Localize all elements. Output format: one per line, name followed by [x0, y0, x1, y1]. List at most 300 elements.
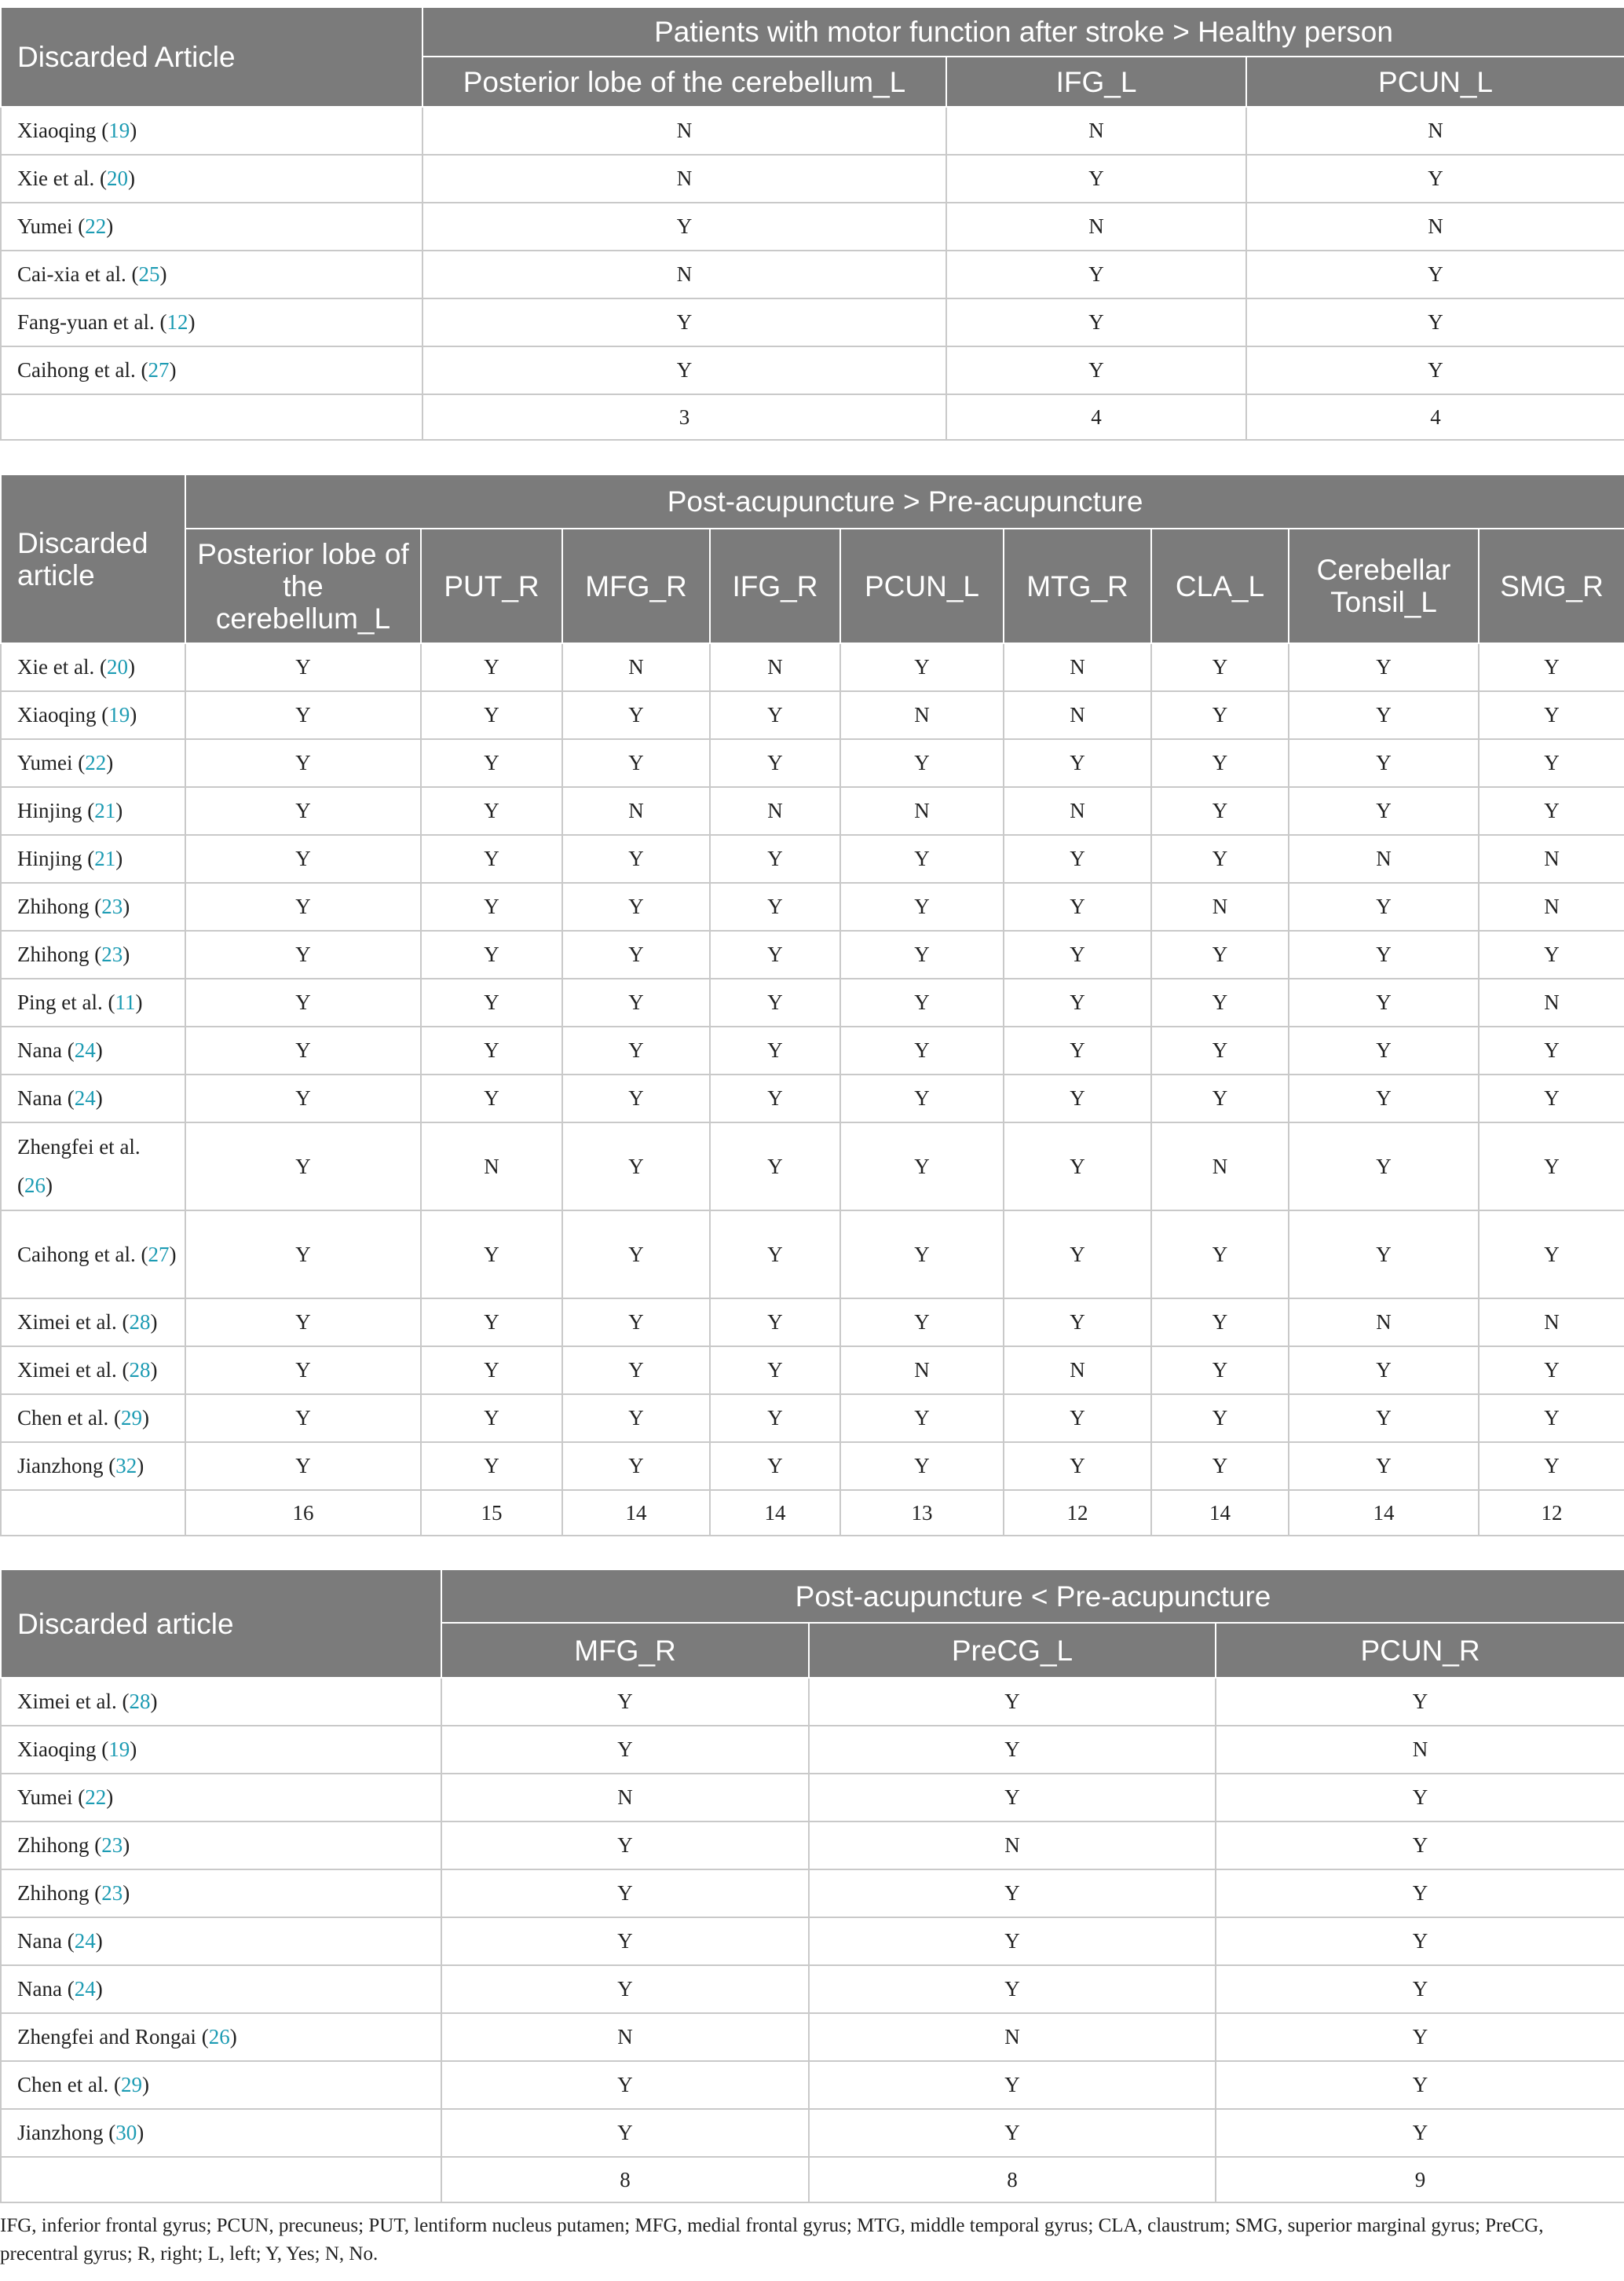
- header-row-columns: [1, 529, 1624, 643]
- value-cell: Y: [421, 1027, 562, 1075]
- totals-row: [1, 2157, 1624, 2202]
- value-cell: Y: [185, 1394, 421, 1442]
- value-cell: Y: [1289, 883, 1479, 931]
- corner-header: Discarded Article: [1, 7, 422, 107]
- value-cell: Y: [1004, 1442, 1151, 1490]
- total-value: 4: [946, 394, 1246, 440]
- author-name: Zhihong: [17, 895, 90, 918]
- reference-link: 20: [106, 655, 128, 679]
- author-name: Zhihong: [17, 1881, 90, 1905]
- value-cell: Y: [1246, 155, 1624, 203]
- value-cell: Y: [1289, 979, 1479, 1027]
- article-cell: Hinjing (21): [1, 787, 185, 835]
- table-row: [1, 1678, 1624, 1726]
- totals-row: [1, 394, 1624, 440]
- value-cell: Y: [840, 739, 1004, 787]
- value-cell: N: [441, 1774, 809, 1822]
- reference-link: 19: [108, 1737, 130, 1761]
- value-cell: Y: [946, 298, 1246, 346]
- value-cell: Y: [1289, 691, 1479, 739]
- value-cell: Y: [710, 835, 840, 883]
- total-value: 8: [809, 2157, 1216, 2202]
- value-cell: Y: [1004, 1394, 1151, 1442]
- value-cell: Y: [1289, 1442, 1479, 1490]
- value-cell: Y: [1479, 1210, 1624, 1298]
- value-cell: N: [422, 107, 946, 155]
- table-motor-function-vs-healthy: [0, 6, 1624, 441]
- value-cell: Y: [185, 691, 421, 739]
- value-cell: Y: [1246, 346, 1624, 394]
- article-cell: Zhihong (23): [1, 931, 185, 979]
- value-cell: N: [1151, 883, 1289, 931]
- value-cell: Y: [1151, 1394, 1289, 1442]
- value-cell: Y: [1004, 1210, 1151, 1298]
- table-row: [1, 883, 1624, 931]
- value-cell: Y: [421, 1210, 562, 1298]
- value-cell: Y: [1479, 931, 1624, 979]
- value-cell: Y: [1479, 739, 1624, 787]
- value-cell: Y: [1479, 1442, 1624, 1490]
- value-cell: Y: [1289, 1210, 1479, 1298]
- column-header: SMG_R: [1479, 529, 1624, 643]
- reference-link: 12: [166, 310, 188, 334]
- author-name: Caihong et al.: [17, 1242, 136, 1266]
- value-cell: Y: [1004, 1122, 1151, 1210]
- value-cell: N: [1479, 979, 1624, 1027]
- article-cell: Nana (24): [1, 1027, 185, 1075]
- value-cell: Y: [441, 1678, 809, 1726]
- author-name: Nana: [17, 1977, 62, 2001]
- value-cell: Y: [710, 1298, 840, 1346]
- total-value: 14: [1151, 1490, 1289, 1536]
- value-cell: Y: [1246, 298, 1624, 346]
- value-cell: Y: [421, 1442, 562, 1490]
- value-cell: Y: [562, 1346, 710, 1394]
- author-name: Zhihong: [17, 1833, 90, 1857]
- reference-link: 21: [94, 847, 116, 870]
- author-name: Nana: [17, 1038, 62, 1062]
- value-cell: Y: [840, 835, 1004, 883]
- table-row: [1, 1822, 1624, 1869]
- value-cell: Y: [562, 1027, 710, 1075]
- value-cell: Y: [840, 931, 1004, 979]
- author-name: Cai-xia et al.: [17, 262, 126, 286]
- value-cell: Y: [441, 1822, 809, 1869]
- article-cell: Chen et al. (29): [1, 1394, 185, 1442]
- author-name: Hinjing: [17, 847, 82, 870]
- value-cell: Y: [1216, 1917, 1624, 1965]
- reference-link: 30: [115, 2121, 137, 2144]
- reference-link: 23: [101, 1833, 123, 1857]
- table-row: [1, 298, 1624, 346]
- reference-link: 26: [24, 1173, 46, 1197]
- value-cell: Y: [710, 1027, 840, 1075]
- value-cell: Y: [1151, 691, 1289, 739]
- value-cell: Y: [421, 1346, 562, 1394]
- table-row: [1, 835, 1624, 883]
- value-cell: Y: [562, 883, 710, 931]
- article-cell: Yumei (22): [1, 203, 422, 251]
- table-post-less-than-pre-acupuncture: [0, 1569, 1624, 2203]
- table-row: [1, 203, 1624, 251]
- author-name: Yumei: [17, 751, 73, 774]
- total-value: 12: [1479, 1490, 1624, 1536]
- value-cell: Y: [185, 883, 421, 931]
- table-row: [1, 155, 1624, 203]
- table-row: [1, 643, 1624, 691]
- value-cell: Y: [1289, 1027, 1479, 1075]
- table-row: [1, 1965, 1624, 2013]
- article-cell: Fang-yuan et al. (12): [1, 298, 422, 346]
- reference-link: 20: [106, 167, 128, 190]
- table-row: [1, 691, 1624, 739]
- value-cell: Y: [1479, 1075, 1624, 1122]
- value-cell: Y: [1216, 2109, 1624, 2157]
- value-cell: Y: [710, 883, 840, 931]
- author-name: Hinjing: [17, 799, 82, 822]
- value-cell: Y: [1004, 931, 1151, 979]
- table-row: [1, 346, 1624, 394]
- value-cell: Y: [562, 739, 710, 787]
- value-cell: Y: [710, 1394, 840, 1442]
- value-cell: Y: [840, 979, 1004, 1027]
- reference-link: 22: [85, 1785, 107, 1809]
- value-cell: Y: [809, 1869, 1216, 1917]
- value-cell: N: [1246, 107, 1624, 155]
- article-cell: Ping et al. (11): [1, 979, 185, 1027]
- value-cell: Y: [185, 979, 421, 1027]
- table-row: [1, 1027, 1624, 1075]
- value-cell: N: [809, 2013, 1216, 2061]
- author-name: Caihong et al.: [17, 358, 136, 382]
- value-cell: Y: [1289, 1075, 1479, 1122]
- value-cell: Y: [809, 1726, 1216, 1774]
- author-name: Chen et al.: [17, 2073, 109, 2096]
- table-row: [1, 1726, 1624, 1774]
- value-cell: Y: [441, 1726, 809, 1774]
- value-cell: Y: [185, 1210, 421, 1298]
- reference-link: 28: [129, 1310, 151, 1334]
- table-row: [1, 2109, 1624, 2157]
- table-row: [1, 2013, 1624, 2061]
- value-cell: Y: [710, 1122, 840, 1210]
- value-cell: Y: [809, 1678, 1216, 1726]
- value-cell: Y: [1151, 643, 1289, 691]
- value-cell: Y: [840, 1298, 1004, 1346]
- column-header: MTG_R: [1004, 529, 1151, 643]
- value-cell: Y: [421, 883, 562, 931]
- reference-link: 27: [148, 1242, 170, 1266]
- value-cell: Y: [1151, 1027, 1289, 1075]
- author-name: Ximei et al.: [17, 1690, 117, 1713]
- value-cell: Y: [1289, 1394, 1479, 1442]
- total-value: 9: [1216, 2157, 1624, 2202]
- group-header: Post-acupuncture < Pre-acupuncture: [441, 1569, 1624, 1623]
- value-cell: Y: [1151, 1442, 1289, 1490]
- value-cell: N: [562, 787, 710, 835]
- author-name: Xie et al.: [17, 167, 95, 190]
- value-cell: Y: [185, 787, 421, 835]
- value-cell: Y: [562, 931, 710, 979]
- value-cell: Y: [1289, 931, 1479, 979]
- value-cell: Y: [1216, 2061, 1624, 2109]
- article-cell: Xiaoqing (19): [1, 691, 185, 739]
- value-cell: Y: [1004, 835, 1151, 883]
- article-cell: Zhengfei and Rongai (26): [1, 2013, 441, 2061]
- value-cell: N: [710, 643, 840, 691]
- total-value: 12: [1004, 1490, 1151, 1536]
- article-cell: Nana (24): [1, 1917, 441, 1965]
- value-cell: N: [1004, 691, 1151, 739]
- article-cell: Jianzhong (32): [1, 1442, 185, 1490]
- value-cell: Y: [421, 1394, 562, 1442]
- value-cell: Y: [840, 883, 1004, 931]
- value-cell: Y: [441, 2109, 809, 2157]
- reference-link: 24: [74, 1038, 96, 1062]
- table-row: [1, 251, 1624, 298]
- author-name: Yumei: [17, 214, 73, 238]
- author-name: Xiaoqing: [17, 703, 97, 727]
- total-value: 14: [562, 1490, 710, 1536]
- table-row: [1, 1442, 1624, 1490]
- value-cell: Y: [421, 1075, 562, 1122]
- total-value: 4: [1246, 394, 1624, 440]
- value-cell: Y: [562, 691, 710, 739]
- article-cell: Xie et al. (20): [1, 155, 422, 203]
- author-name: Zhihong: [17, 943, 90, 966]
- author-name: Yumei: [17, 1785, 73, 1809]
- value-cell: N: [710, 787, 840, 835]
- reference-link: 19: [108, 703, 130, 727]
- table-row: [1, 931, 1624, 979]
- column-header: PCUN_R: [1216, 1623, 1624, 1678]
- value-cell: Y: [809, 1965, 1216, 2013]
- value-cell: Y: [562, 1394, 710, 1442]
- author-name: Chen et al.: [17, 1406, 109, 1430]
- article-cell: Xiaoqing (19): [1, 107, 422, 155]
- value-cell: Y: [710, 1075, 840, 1122]
- value-cell: Y: [421, 643, 562, 691]
- group-header: Patients with motor function after stroke > Healthy person: [422, 7, 1624, 57]
- article-cell: Xie et al. (20): [1, 643, 185, 691]
- value-cell: Y: [185, 1346, 421, 1394]
- article-cell: Ximei et al. (28): [1, 1298, 185, 1346]
- reference-link: 22: [85, 751, 107, 774]
- value-cell: Y: [1479, 691, 1624, 739]
- reference-link: 28: [129, 1690, 151, 1713]
- value-cell: Y: [1216, 1678, 1624, 1726]
- table-row: [1, 1869, 1624, 1917]
- reference-link: 24: [74, 1086, 96, 1110]
- table-row: [1, 2061, 1624, 2109]
- value-cell: Y: [185, 931, 421, 979]
- value-cell: Y: [809, 2061, 1216, 2109]
- reference-link: 25: [138, 262, 160, 286]
- value-cell: Y: [1479, 643, 1624, 691]
- article-cell: Zhengfei et al. (26): [1, 1122, 185, 1210]
- article-cell: Chen et al. (29): [1, 2061, 441, 2109]
- value-cell: Y: [1216, 1822, 1624, 1869]
- value-cell: N: [1289, 1298, 1479, 1346]
- value-cell: Y: [421, 1298, 562, 1346]
- reference-link: 29: [120, 1406, 142, 1430]
- value-cell: Y: [422, 298, 946, 346]
- column-header: PCUN_L: [840, 529, 1004, 643]
- value-cell: Y: [840, 1394, 1004, 1442]
- article-cell: Yumei (22): [1, 1774, 441, 1822]
- article-cell: Zhihong (23): [1, 1869, 441, 1917]
- totals-row: [1, 1490, 1624, 1536]
- value-cell: Y: [1216, 1869, 1624, 1917]
- reference-link: 28: [129, 1358, 151, 1382]
- value-cell: Y: [840, 1210, 1004, 1298]
- reference-link: 23: [101, 1881, 123, 1905]
- author-name: Ximei et al.: [17, 1358, 117, 1382]
- value-cell: N: [946, 107, 1246, 155]
- value-cell: Y: [1479, 1122, 1624, 1210]
- column-header: MFG_R: [441, 1623, 809, 1678]
- value-cell: Y: [710, 1346, 840, 1394]
- value-cell: Y: [710, 931, 840, 979]
- column-header: PreCG_L: [809, 1623, 1216, 1678]
- author-name: Xiaoqing: [17, 119, 97, 142]
- author-name: Ping et al.: [17, 990, 103, 1014]
- value-cell: N: [422, 155, 946, 203]
- value-cell: Y: [562, 1442, 710, 1490]
- value-cell: Y: [185, 739, 421, 787]
- total-value: 13: [840, 1490, 1004, 1536]
- value-cell: Y: [1004, 739, 1151, 787]
- column-header: PUT_R: [421, 529, 562, 643]
- value-cell: Y: [840, 1442, 1004, 1490]
- table-row: [1, 1210, 1624, 1298]
- value-cell: Y: [840, 1122, 1004, 1210]
- group-header: Post-acupuncture > Pre-acupuncture: [185, 474, 1624, 529]
- reference-link: 29: [120, 2073, 142, 2096]
- reference-link: 23: [101, 943, 123, 966]
- value-cell: N: [1246, 203, 1624, 251]
- author-name: Xie et al.: [17, 655, 95, 679]
- corner-header: Discarded article: [1, 1569, 441, 1678]
- author-name: Fang-yuan et al.: [17, 310, 155, 334]
- table-row: [1, 1394, 1624, 1442]
- value-cell: Y: [1289, 1346, 1479, 1394]
- value-cell: Y: [1151, 931, 1289, 979]
- column-header: Posterior lobe of the cerebellum_L: [422, 57, 946, 107]
- value-cell: Y: [1289, 739, 1479, 787]
- total-value: 15: [421, 1490, 562, 1536]
- value-cell: N: [840, 691, 1004, 739]
- value-cell: Y: [422, 346, 946, 394]
- totals-label-cell: [1, 1490, 185, 1536]
- header-row-group: [1, 7, 1624, 57]
- value-cell: Y: [946, 251, 1246, 298]
- value-cell: Y: [185, 835, 421, 883]
- total-value: 14: [1289, 1490, 1479, 1536]
- value-cell: Y: [421, 691, 562, 739]
- value-cell: Y: [421, 787, 562, 835]
- column-header: IFG_R: [710, 529, 840, 643]
- article-cell: Nana (24): [1, 1965, 441, 2013]
- table-row: [1, 739, 1624, 787]
- reference-link: 27: [148, 358, 170, 382]
- value-cell: Y: [1289, 787, 1479, 835]
- value-cell: Y: [809, 1917, 1216, 1965]
- reference-link: 22: [85, 214, 107, 238]
- value-cell: Y: [441, 1917, 809, 1965]
- header-row-group: [1, 1569, 1624, 1623]
- value-cell: Y: [1289, 643, 1479, 691]
- table-post-greater-than-pre-acupuncture: [0, 474, 1624, 1536]
- author-name: Zhengfei et al.: [17, 1135, 141, 1159]
- table-row: [1, 107, 1624, 155]
- reference-link: 32: [115, 1454, 137, 1477]
- column-header: CLA_L: [1151, 529, 1289, 643]
- table-footnote: IFG, inferior frontal gyrus; PCUN, precuneus; PUT, lentiform nucleus putamen; MFG, medial frontal gyrus; MTG, middle temporal gyrus; CLA, claustrum; SMG, superior marginal gyrus; PreCG, precentral gyrus; R, right; L, left; Y, Yes; N, No.: [0, 2215, 1544, 2265]
- value-cell: Y: [946, 346, 1246, 394]
- author-name: Nana: [17, 1929, 62, 1953]
- author-name: Jianzhong: [17, 2121, 104, 2144]
- author-name: Zhengfei and Rongai: [17, 2025, 196, 2049]
- value-cell: N: [1479, 883, 1624, 931]
- value-cell: Y: [1004, 1075, 1151, 1122]
- value-cell: N: [809, 1822, 1216, 1869]
- totals-label-cell: [1, 394, 422, 440]
- value-cell: N: [946, 203, 1246, 251]
- table-row: [1, 1298, 1624, 1346]
- value-cell: Y: [809, 1774, 1216, 1822]
- value-cell: N: [1289, 835, 1479, 883]
- article-cell: Jianzhong (30): [1, 2109, 441, 2157]
- total-value: 14: [710, 1490, 840, 1536]
- author-name: Nana: [17, 1086, 62, 1110]
- article-cell: Yumei (22): [1, 739, 185, 787]
- reference-link: 26: [208, 2025, 230, 2049]
- reference-link: 23: [101, 895, 123, 918]
- value-cell: Y: [562, 979, 710, 1027]
- value-cell: Y: [1151, 1298, 1289, 1346]
- value-cell: Y: [710, 1442, 840, 1490]
- totals-label-cell: [1, 2157, 441, 2202]
- value-cell: Y: [710, 1210, 840, 1298]
- value-cell: Y: [1479, 1027, 1624, 1075]
- value-cell: Y: [421, 739, 562, 787]
- author-name: Xiaoqing: [17, 1737, 97, 1761]
- column-header: MFG_R: [562, 529, 710, 643]
- article-cell: Caihong et al. (27): [1, 346, 422, 394]
- author-name: Jianzhong: [17, 1454, 104, 1477]
- value-cell: Y: [562, 1075, 710, 1122]
- value-cell: Y: [422, 203, 946, 251]
- value-cell: N: [840, 787, 1004, 835]
- article-cell: Zhihong (23): [1, 1822, 441, 1869]
- value-cell: Y: [710, 691, 840, 739]
- table-row: [1, 979, 1624, 1027]
- value-cell: Y: [1479, 1394, 1624, 1442]
- header-row-group: [1, 474, 1624, 529]
- value-cell: Y: [185, 643, 421, 691]
- article-cell: Hinjing (21): [1, 835, 185, 883]
- value-cell: Y: [562, 1122, 710, 1210]
- value-cell: N: [1004, 1346, 1151, 1394]
- value-cell: Y: [1151, 979, 1289, 1027]
- total-value: 8: [441, 2157, 809, 2202]
- reference-link: 24: [74, 1929, 96, 1953]
- value-cell: Y: [1004, 883, 1151, 931]
- value-cell: Y: [421, 931, 562, 979]
- table-row: [1, 1122, 1624, 1210]
- value-cell: Y: [185, 1298, 421, 1346]
